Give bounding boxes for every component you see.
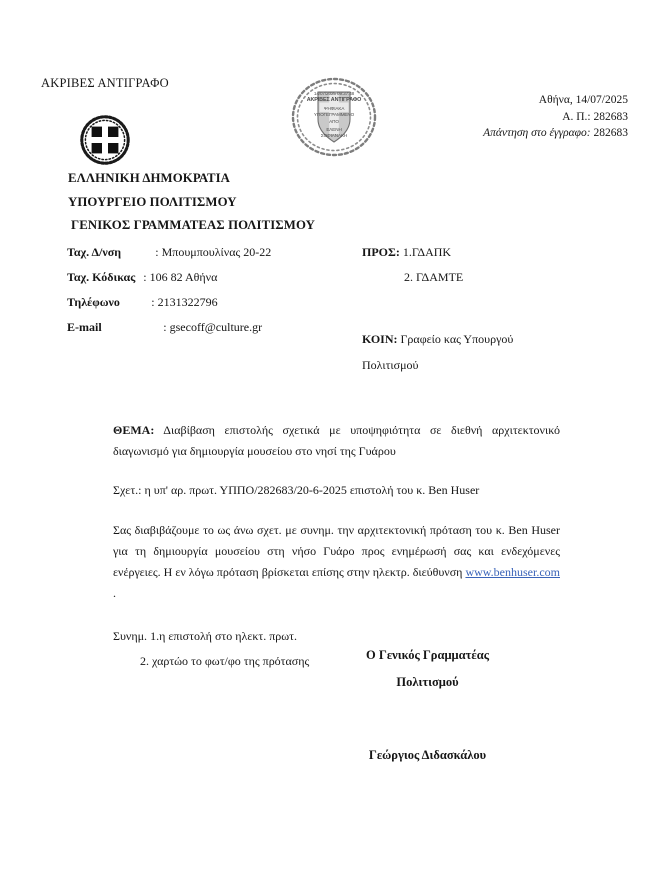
org-line-ministry: ΥΠΟΥΡΓΕΙΟ ΠΟΛΙΤΙΣΜΟΥ <box>68 194 237 209</box>
main-text-part-2: . <box>113 586 116 600</box>
contact-value-postcode: : 106 82 Αθήνα <box>143 270 218 284</box>
reply-reference-number: 282683 <box>593 127 628 139</box>
org-line-republic: ΕΛΛΗΝΙΚΗ ΔΗΜΟΚΡΑΤΙΑ <box>68 171 231 185</box>
signature-title-line-2: Πολιτισμού <box>396 675 459 689</box>
contact-value-email: : gsecoff@culture.gr <box>163 320 263 334</box>
place-and-date: Αθήνα, 14/07/2025 <box>538 94 628 106</box>
table-row <box>67 240 271 265</box>
recipient-cc-label: ΚΟΙΝ: <box>362 332 398 346</box>
contact-label-email: E-mail <box>67 320 102 334</box>
contact-label-postcode: Ταχ. Κόδικας <box>67 270 136 284</box>
reference-paragraph: Σχετ.: η υπ' αρ. πρωτ. ΥΠΠΟ/282683/20-6-2025 επιστολή του κ. Ben Huser <box>113 483 480 497</box>
recipient-cc-office: Γραφείο κας Υπουργού <box>400 332 514 346</box>
contact-label-phone: Τηλέφωνο <box>67 295 120 309</box>
stamp-line-4: ΑΠΟ <box>329 118 339 124</box>
recipient-cc-block <box>362 326 513 378</box>
signature-block <box>0 642 655 769</box>
table-row <box>67 265 271 290</box>
certified-copy-label: ΑΚΡΙΒΕΣ ΑΝΤΙΓΡΑΦΟ <box>41 76 169 90</box>
main-text-part-1: Σας διαβιβάζουμε το ως άνω σχετ. με συνημ. την αρχιτεκτονική πρόταση του κ. Ben Huser για τη δημιουργία μουσείου στη νήσο Γυάρο προς ενημέρωσή σας και ενδεχόμενες ενέργειες. Η εν λόγω πρόταση βρίσκεται επίσης στην ηλεκτρ. διεύθυνση <box>113 523 560 579</box>
signatory-name: Γεώργιος Διδασκάλου <box>368 748 487 762</box>
stamp-line-1: ΑΚΡΙΒΕΣ ΑΝΤΙΓΡΑΦΟ <box>306 97 362 104</box>
subject-paragraph <box>113 420 560 462</box>
stamp-line-3: ΥΠΟΓΕΓΡΑΜΜΕΝΟ <box>313 112 355 118</box>
recipient-to-label: ΠΡΟΣ: <box>362 245 400 259</box>
recipient-primary-line <box>362 240 513 265</box>
recipient-to-2: 2. ΓΔΑΜΤΕ <box>404 270 464 284</box>
hellenic-coat-of-arms-icon <box>79 114 131 166</box>
recipient-cc-line-2: Πολιτισμού <box>362 358 419 372</box>
attachments-label: Συνημ. <box>113 629 148 643</box>
main-paragraph <box>113 520 560 604</box>
contact-details-table <box>67 240 271 340</box>
reply-reference-label: Απάντηση στο έγγραφο: <box>483 127 591 139</box>
contact-value-phone: : 2131322796 <box>151 295 218 309</box>
contact-value-address: : Μπουμπουλίνας 20-22 <box>155 245 272 259</box>
table-row <box>67 315 271 340</box>
benhuser-website-link[interactable]: www.benhuser.com <box>465 565 560 579</box>
stamp-line-5: ΕΛΕΝΗ <box>326 127 342 133</box>
recipient-cc-line-1 <box>362 326 513 352</box>
attachment-line-2: 2. χαρτώο το φωτ/φο της πρότασης <box>140 654 310 668</box>
org-line-secretariat: ΓΕΝΙΚΟΣ ΓΡΑΜΜΑΤΕΑΣ ΠΟΛΙΤΙΣΜΟΥ <box>71 218 316 232</box>
stamp-datetime: 14/07/2025 09:37:48 <box>313 91 355 96</box>
subject-text: Διαβίβαση επιστολής σχετικά με υποψηφιότητα σε διεθνή αρχιτεκτονικό διαγωνισμό για δημιουργία μουσείου στο νησί της Γυάρου <box>113 423 560 458</box>
recipients-block <box>362 240 513 378</box>
signature-inner <box>366 642 489 769</box>
stamp-line-2: ΨΗΦΙΑΚΑ <box>323 105 345 111</box>
subject-label: ΘΕΜΑ: <box>113 423 155 437</box>
stamp-line-6: ΣΟΦΙΑΝΑΚΗ <box>320 133 348 139</box>
organisation-heading <box>68 167 315 238</box>
table-row <box>67 290 271 315</box>
contact-label-address: Ταχ. Δ/νση <box>67 245 122 259</box>
document-meta-block <box>483 92 628 142</box>
attachment-1-text: 1.η επιστολή στο ηλεκτ. πρωτ. <box>150 629 298 643</box>
digital-signature-stamp <box>288 76 380 158</box>
reply-reference <box>483 125 628 142</box>
protocol-number: Α. Π.: 282683 <box>562 110 628 123</box>
document-body <box>113 420 560 671</box>
recipient-to-1: 1.ΓΔΑΠΚ <box>402 245 452 259</box>
signature-title-line-1: Ο Γενικός Γραμματέας <box>366 648 489 662</box>
